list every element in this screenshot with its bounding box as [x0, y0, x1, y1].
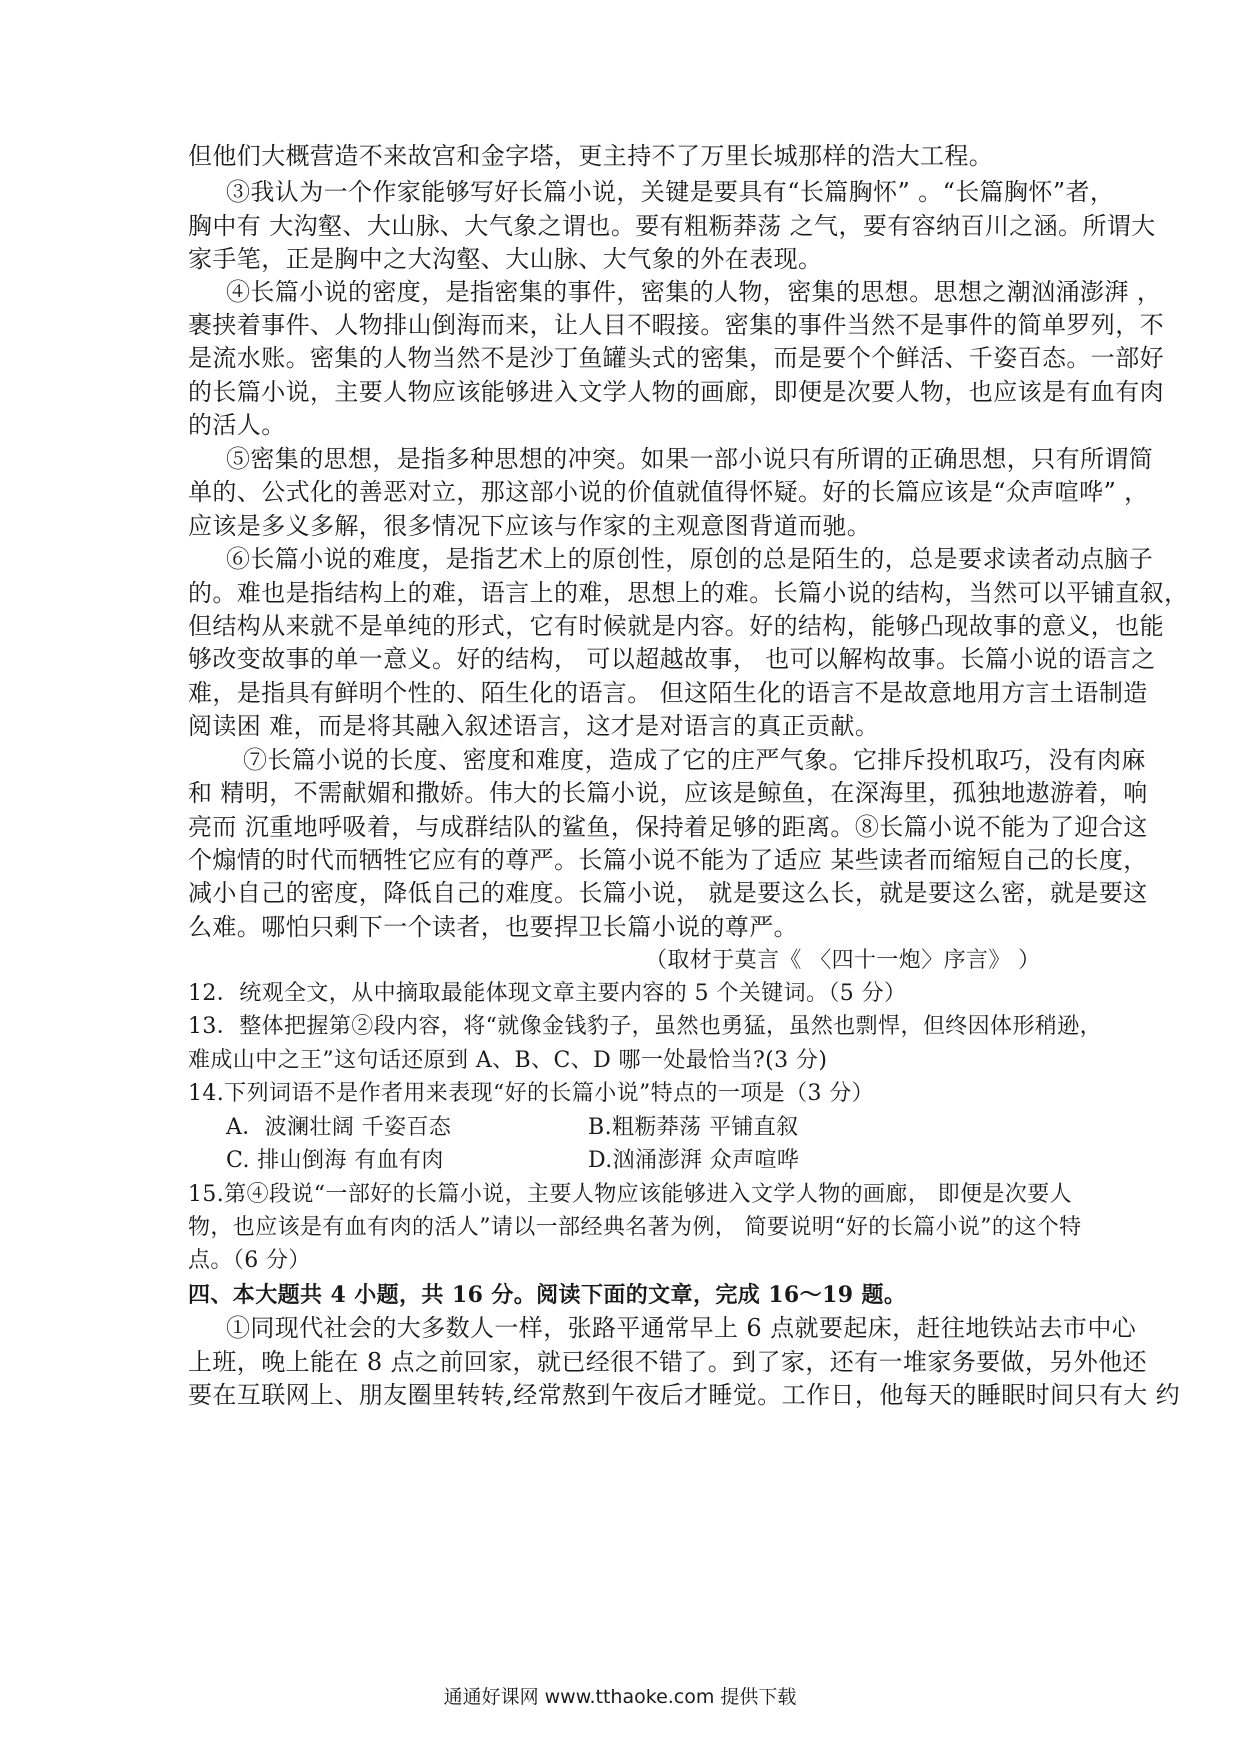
paragraph-5-start: ⑤密集的思想，是指多种思想的冲突。如果一部小说只有所谓的正确思想，只有所谓简	[226, 445, 1154, 473]
paragraph-7-start: ⑦长篇小说的长度、密度和难度，造成了它的庄严气象。它排斥投机取巧，没有肉麻	[243, 746, 1146, 774]
text-line: 但他们大概营造不来故宫和金字塔，更主持不了万里长城那样的浩大工程。	[188, 142, 994, 170]
paragraph-6-start: ⑥长篇小说的难度，是指艺术上的原创性，原创的总是陌生的，总是要求读者动点脑子	[226, 545, 1154, 573]
question-13-cont: 难成山中之王”这句话还原到 A、B、C、D 哪一处最恰当?(3 分)	[188, 1048, 828, 1073]
text-line: 的活人。	[188, 411, 286, 439]
text-line: 要在互联网上、朋友圈里转转,经常熬到午夜后才睡觉。工作日，他每天的睡眠时间只有大 约	[188, 1381, 1181, 1409]
text-line: 胸中有 大沟壑、大山脉、大气象之谓也。要有粗粝莽荡 之气，要有容纳百川之涵。所谓大	[188, 212, 1156, 240]
text-line: 的长篇小说，主要人物应该能够进入文学人物的画廊，即便是次要人物，也应该是有血有肉	[188, 378, 1164, 406]
question-15: 15.第④段说“一部好的长篇小说，主要人物应该能够进入文学人物的画廊， 即便是次要人	[188, 1182, 1073, 1207]
text-line: 的。难也是指结构上的难，语言上的难，思想上的难。长篇小说的结构，当然可以平铺直叙，	[188, 579, 1189, 607]
text-line: 和 精明，不需献媚和撒娇。伟大的长篇小说，应该是鲸鱼，在深海里，孤独地遨游着，响	[188, 779, 1148, 807]
question-15-cont: 物，也应该是有血有肉的活人”请以一部经典名著为例， 简要说明“好的长篇小说”的这个特	[188, 1215, 1082, 1240]
text-line: 么难。哪怕只剩下一个读者，也要捍卫长篇小说的尊严。	[188, 913, 798, 941]
source-citation: （取材于莫言《 〈四十一炮〉序言》 ）	[645, 948, 1041, 973]
text-line: 裹挟着事件、人物排山倒海而来，让人目不暇接。密集的事件当然不是事件的简单罗列，不	[188, 311, 1164, 339]
option-c: C. 排山倒海 有血有肉	[226, 1148, 444, 1173]
text-line: 够改变故事的单一意义。好的结构， 可以超越故事， 也可以解构故事。长篇小说的语言之	[188, 645, 1156, 673]
question-14: 14.下列词语不是作者用来表现“好的长篇小说”特点的一项是（3 分）	[188, 1081, 875, 1106]
text-line: 家手笔，正是胸中之大沟壑、大山脉、大气象的外在表现。	[188, 245, 823, 273]
question-15-cont: 点。（6 分）	[188, 1248, 311, 1273]
question-12: 12．统观全文，从中摘取最能体现文章主要内容的 5 个关键词。（5 分）	[188, 981, 907, 1006]
paragraph-3-start: ③我认为一个作家能够写好长篇小说，关键是要具有“长篇胸怀” 。“长篇胸怀”者，	[226, 178, 1115, 206]
question-13: 13．整体把握第②段内容，将“就像金钱豹子，虽然也勇猛，虽然也剽悍，但终因体形稍逊，	[188, 1014, 1103, 1039]
text-line: 单的、公式化的善恶对立，那这部小说的价值就值得怀疑。好的长篇应该是“众声喧哗” ，	[188, 478, 1149, 506]
option-a: A．波澜壮阔 千姿百态	[226, 1115, 452, 1140]
text-line: 亮而 沉重地呼吸着，与成群结队的鲨鱼，保持着足够的距离。⑧长篇小说不能为了迎合这	[188, 813, 1148, 841]
text-line: 难，是指具有鲜明个性的、陌生化的语言。 但这陌生化的语言不是故意地用方言土语制造	[188, 679, 1148, 707]
passage-2-paragraph-1: ①同现代社会的大多数人一样，张路平通常早上 6 点就要起床，赶往地铁站去市中心	[226, 1314, 1137, 1342]
text-line: 应该是多义多解，很多情况下应该与作家的主观意图背道而驰。	[188, 512, 872, 540]
text-line: 是流水账。密集的人物当然不是沙丁鱼罐头式的密集，而是要个个鲜活、千姿百态。一部好	[188, 344, 1164, 372]
text-line: 但结构从来就不是单纯的形式，它有时候就是内容。好的结构，能够凸现故事的意义，也能	[188, 612, 1164, 640]
text-line: 个煽情的时代而牺牲它应有的尊严。长篇小说不能为了适应 某些读者而缩短自己的长度，	[188, 846, 1148, 874]
paragraph-4-start: ④长篇小说的密度，是指密集的事件，密集的人物，密集的思想。思想之潮汹涌澎湃 ，	[226, 278, 1162, 306]
page-footer: 通通好课网 www.tthaoke.com 提供下载	[443, 1686, 797, 1708]
text-line: 阅读困 难，而是将其融入叙述语言，这才是对语言的真正贡献。	[188, 712, 880, 740]
section-4-heading: 四、本大题共 4 小题，共 16 分。阅读下面的文章，完成 16～19 题。	[188, 1282, 907, 1308]
text-line: 上班，晚上能在 8 点之前回家，就已经很不错了。到了家，还有一堆家务要做，另外他还	[188, 1348, 1147, 1376]
text-line: 减小自己的密度，降低自己的难度。长篇小说， 就是要这么长，就是要这么密，就是要这	[188, 879, 1148, 907]
option-d: D.汹涌澎湃 众声喧哗	[588, 1148, 800, 1173]
option-b: B.粗粝莽荡 平铺直叙	[588, 1115, 799, 1140]
